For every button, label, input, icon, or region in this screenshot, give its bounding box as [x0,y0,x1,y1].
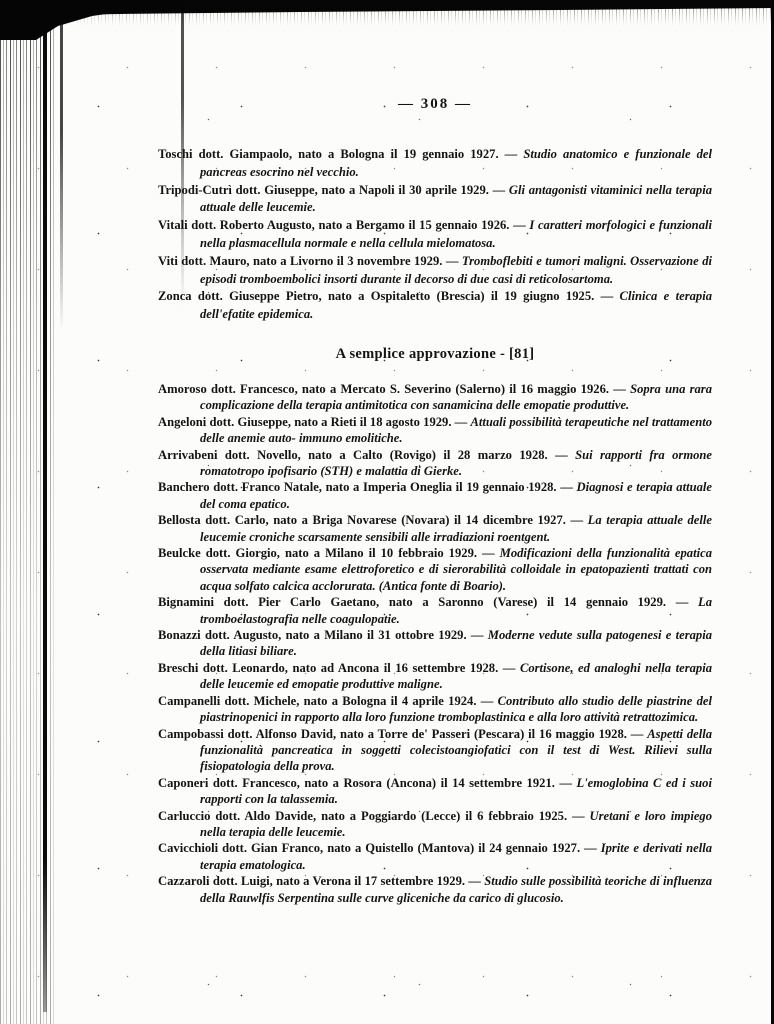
entry-name: Toschi dott. Giampaolo, nato a Bologna il 19 gennaio 1927. — [158,147,524,161]
entry [158,594,712,627]
entry-title: Moderne vedute sulla patogenesi e terapia della litiasi biliare. [200,628,712,659]
page-number: — 308 — [398,96,472,112]
entry-title: Attuali possibilità terapeutiche nel trattamento delle anemie auto- immuno emolitiche. [200,414,712,446]
scan-left-edge-line [43,0,47,1012]
entry-name: Zonca dott. Giuseppe Pietro, nato a Ospitaletto (Brescia) il 19 giugno 1925. — [158,289,620,304]
entry [158,627,712,660]
entry [158,726,712,775]
entry-name: Angeloni dott. Giuseppe, nato a Rieti il 18 agosto 1929. — [158,414,471,429]
entry-title: Tromboflebiti e tumori maligni. Osservazione di episodi tromboembolici insorti durante il decorso di due casi di reticolosartoma. [200,253,712,286]
entry [158,660,712,693]
entry-title: Studio sulle possibilità teoriche di influenza della Rauwlfis Serpentina sulle curve gliceniche da carico di glucosio. [200,874,712,905]
entry [158,146,712,182]
entry-title: I caratteri morfologici e funzionali nella plasmacellula normale e nella cellula mielomatosa. [200,218,712,250]
entry [158,288,712,324]
entry-title: Gli antagonisti vitaminici nella terapia attuale delle leucemie. [200,182,712,215]
entries-approvazione [158,381,712,906]
entry [158,447,712,480]
entry-title: Aspetti della funzionalità pancreatica in soggetti colecistoangiofatici con il test di West. Rilievi sulla fisiopatologia della prova. [200,726,713,774]
entry [158,182,712,218]
entry-title: Modificazioni della funzionalità epatica osservata mediante esame elettroforetico e di sierorabilità colloidale in epatopazienti trattati con acqua solfato calcica acclorurata. (Antica fonte di Boario). [200,546,712,593]
entry-title: La terapia attuale delle leucemie croniche scarsamente sensibili alle irradiazioni roentgent. [200,513,712,544]
entry [158,217,712,253]
entry [158,873,712,906]
entry-title: Sui rapporti fra ormone romatotropo ipofisario (STH) e malattia di Gierke. [200,447,713,478]
entry-name: Carluccio dott. Aldo Davide, nato a Poggiardo (Lecce) il 6 febbraio 1925. — [158,808,590,823]
entry-title: Uretani e loro impiego nella terapia delle leucemie. [200,808,712,839]
text-column [158,0,712,906]
entry-title: Diagnosi e terapia attuale del coma epatico. [200,480,712,511]
entry-name: Cavicchioli dott. Gian Franco, nato a Quistello (Mantova) il 24 gennaio 1927. — [158,841,601,856]
entry-name: Arrivabeni dott. Novello, nato a Calto (Rovigo) il 28 marzo 1928. — [158,447,576,462]
entry-title: La tromboelastografia nelle coagulopatie. [200,595,712,626]
entry-name: Beulcke dott. Giorgio, nato a Milano il 10 febbraio 1929. — [158,546,500,561]
entry-title: Clinica e terapia dell'efatite epidemica. [200,289,712,322]
entry [158,253,712,289]
entry [158,545,712,594]
entry [158,808,712,841]
scan-left-edge-line-secondary [60,0,63,330]
entry-title: Studio anatomico e funzionale del pancreas esocrino nel vecchio. [200,147,712,179]
entry-title: Contributo allo studio delle piastrine del piastrinopenici in rapporto alla loro funzione tromboplastinica e alla loro attività retrattozimica. [200,693,712,725]
entry-name: Cazzaroli dott. Luigi, nato a Verona il 17 settembre 1929. — [158,874,485,889]
entry-title: L'emoglobina C ed i suoi rapporti con la talassemia. [200,775,712,807]
entry-name: Amoroso dott. Francesco, nato a Mercato S. Severino (Salerno) il 16 maggio 1926. — [158,381,631,396]
entry [158,512,712,545]
entry [158,840,712,873]
entry-name: Banchero dott. Franco Natale, nato a Imperia Oneglia il 19 gennaio 1928. — [158,480,577,495]
entry-title: Cortisone, ed analoghi nella terapia delle leucemie ed emopatie produttive maligne. [200,660,713,692]
entry-name: Vitali dott. Roberto Augusto, nato a Bergamo il 15 gennaio 1926. — [158,218,530,233]
entry [158,775,712,808]
entry-name: Caponeri dott. Francesco, nato a Rosora (Ancona) il 14 settembre 1921. — [158,775,577,790]
entry-name: Bellosta dott. Carlo, nato a Briga Novarese (Novara) il 14 dicembre 1927. — [158,513,588,528]
entry [158,381,712,414]
entry [158,693,712,726]
entry-title: Iprite e derivati nella terapia ematologica. [200,841,713,872]
entry-name: Tripodi-Cutrì dott. Giuseppe, nato a Napoli il 30 aprile 1929. — [158,182,509,197]
entry-name: Viti dott. Mauro, nato a Livorno il 3 novembre 1929. — [158,253,462,268]
entries-continued [158,146,712,324]
entry-name: Bonazzi dott. Augusto, nato a Milano il 31 ottobre 1929. — [158,628,488,643]
entry-name: Campobassi dott. Alfonso David, nato a Torre de' Passeri (Pescara) il 16 maggio 1928. — [158,726,648,741]
entry [158,414,712,447]
entry [158,479,712,512]
entry-title: Sopra una rara complicazione della terapia antimitotica con sanamicina delle emopatie produttive. [200,381,713,413]
entry-name: Campanelli dott. Michele, nato a Bologna il 4 aprile 1924. — [158,693,498,708]
entry-name: Bignamini dott. Pier Carlo Gaetano, nato a Saronno (Varese) il 14 gennaio 1929. — [158,595,698,610]
section-heading: A semplice approvazione - [81] [335,345,535,362]
entry-name: Breschi dott. Leonardo, nato ad Ancona il 16 settembre 1928. — [158,660,520,675]
